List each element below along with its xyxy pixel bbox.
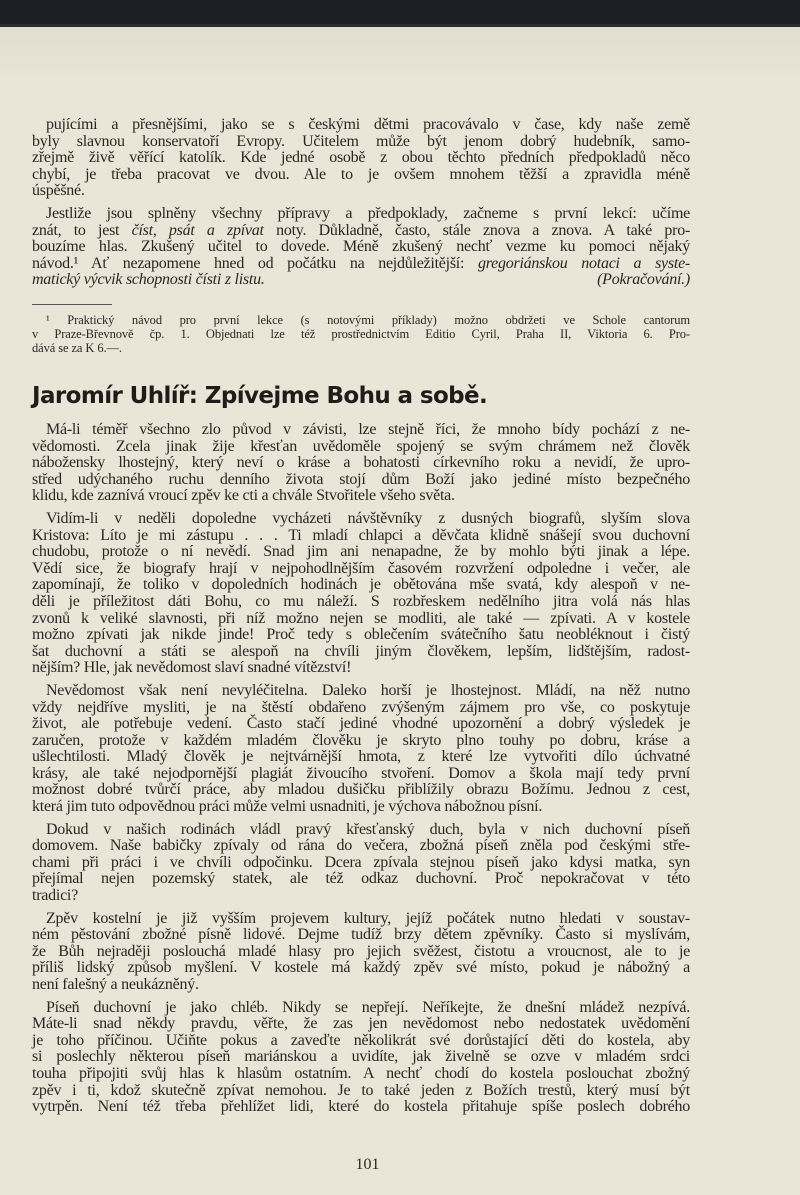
text-line: zaručen, protože v každém mladém člověku je skryto plno touhy po dobru, kráse a — [32, 731, 690, 749]
text-line: přejímal nejen pozemský statek, ale též odkaz duchovní. Proč nepokračovat v této — [32, 870, 690, 888]
text-line: v Praze-Břevnově čp. 1. Objednati lze též prostřednictvím Editio Cyril, Praha II, Viktoria 6. Pro- — [32, 327, 690, 341]
text-line: Má-li téměř všechno zlo původ v závisti, lze stejně říci, že mnoho bídy pochází z ne- — [46, 421, 690, 438]
text-line: Kristova: Líto je mi zástupu . . . Ti mladí chlapci a děvčata klidně snášejí svou duchovní — [32, 526, 690, 544]
text-line: možnost dobré tvůrčí práce, aby mladou dušičku přiblížily obrazu Božímu. Jednou z cest, — [32, 781, 690, 799]
text-line: pujícími a přesnějšími, jako se s českými dětmi pracovávalo v čase, kdy naše země — [46, 116, 690, 133]
page-shadow — [0, 27, 800, 87]
paragraph — [32, 1000, 690, 1116]
text-line: úspěšné. — [32, 182, 85, 200]
footnote — [32, 313, 690, 355]
text-line: Jestliže jsou splněny všechny přípravy a předpoklady, začneme s první lekcí: učíme — [46, 204, 690, 222]
text-line: vědomosti. Zcela jinak žije křesťan uvědoměle spojený se svým chrámem než člověk — [32, 437, 690, 455]
text-line: krásy, ale také nejodpornější plagiát živoucího stvoření. Domov a škola mají tedy první — [32, 764, 690, 782]
text-line: Zpěv kostelní je již vyšším projevem kultury, jejíž počátek nutno hledati v soustav- — [46, 909, 690, 927]
paragraph — [32, 822, 690, 905]
text-line: Máte-li snad někdy pravdu, věřte, že zas jen nevědomost nebo nedostatek uvědomění — [32, 1015, 690, 1033]
text-line — [32, 256, 690, 273]
paragraph — [32, 911, 690, 994]
paragraph — [32, 117, 690, 200]
text-line: byly slavnou konservatoří Evropy. Učitelem může být jenom dobrý hudebník, samo- — [32, 132, 690, 150]
text-line — [32, 223, 690, 240]
text-line: zapomínají, že toliko v dopoledních hodinách je obětována mše svatá, kdy alespoň v ne- — [32, 576, 690, 594]
text-line: Píseň duchovní je jako chléb. Nikdy se nepřejí. Neříkejte, že dnešní mládež nezpívá. — [46, 998, 690, 1016]
article-title: Jaromír Uhlíř: Zpívejme Bohu a sobě. — [32, 383, 488, 409]
text-line: není falešný a neukázněný. — [32, 976, 199, 993]
text-line: zpěv i ti, kdož skutečně zpívat nemohou. Je to také jeden z Božích trestů, který musí být — [32, 1081, 690, 1099]
text-line: bouzíme hlas. Zkušený učitel to dovede. Méně zkušený nechť vezme ku pomoci nějaký — [32, 238, 690, 256]
text-line: život, ale potřebuje vedení. Často stačí jediné vhodné upozornění a dobrý výsledek je — [32, 715, 690, 733]
text-line: je toho příčinou. Učiňte pokus a zaveďte několikrát své dorůstající děti do kostela, aby — [32, 1031, 690, 1049]
italic-text: číst, psát a zpívat — [131, 221, 264, 239]
page-number: 101 — [355, 1156, 380, 1173]
text-line: domovem. Naše babičky zpívaly od rána do večera, zbožná píseň zněla pod českými stře- — [32, 837, 690, 855]
text-line: tradici? — [32, 887, 78, 905]
text-line: chudobu, protože o ní nevědí. Snad jim ani nenapadne, že by mohlo býti jinak a lépe. — [32, 543, 690, 561]
text-line — [32, 272, 690, 289]
text-line: která jim tuto odpovědnou práci může velmi usnadniti, je výchova nábožnou písní. — [32, 798, 543, 816]
text-line: chami při práci i ve chvíli odpočinku. Dcera zpívala stejnou píseň jako kdysi matka, syn — [32, 853, 690, 871]
text-line: střed udýchaného ruchu denního života stojí dům Boží jako jediné místo bezpečného — [32, 470, 690, 488]
text-line: dává se za K 6.—. — [32, 341, 122, 355]
text-line: chybí, je třeba pracovat ve dvou. Ale to je ovšem mnohem těžší a zpravidla méně — [32, 165, 690, 183]
italic-text: matický výcvik schopnosti čísti z listu. — [32, 271, 265, 289]
text-line: šat duchovní a státi se alespoň na chvíli jiným člověkem, lepším, lidštějším, radost- — [32, 642, 690, 660]
paragraph — [32, 422, 690, 505]
article-body — [32, 422, 690, 1122]
text-line: příliš lidský způsob myšlení. V kostele má každý zpěv své místo, pokud je nábožný a — [32, 959, 690, 977]
paragraph — [32, 511, 690, 677]
text-line: si poslechly některou píseň mariánskou a uvidíte, jak živelně se ozve v mladém srdci — [32, 1048, 690, 1066]
text-line: Nevědomost však není nevyléčitelna. Daleko horší je lhostejnost. Mládí, na něž nutno — [46, 681, 690, 699]
text-line: zřejmě živě věřící katolík. Kde jedné osobě z obou těchto předních předpokladů něco — [32, 149, 690, 167]
text-line: zvonů k veliké slavnosti, při níž možno nejen se modliti, ale také — zpívati. A v kostele — [32, 609, 690, 627]
text-run: znát, to jest — [32, 221, 132, 239]
text-line: ušlechtilosti. Mladý člověk je nejtvárnější hmota, z které lze vytvořiti dílo úchvatné — [32, 748, 690, 766]
text-line: ¹ Praktický návod pro první lekce (s notovými příklady) možno obdržeti ve Schole cantorum — [46, 313, 690, 327]
text-line: nějším? Hle, jak nevědomost slaví snadné vítězství! — [32, 659, 352, 677]
text-line: vždy nejdříve mysliti, je na štěstí obdařeno zvýšeným zájmem pro vše, co poskytuje — [32, 698, 690, 716]
paragraph — [32, 206, 690, 289]
scan-dark-border — [0, 0, 800, 27]
text-line: klidu, kde zaznívá vroucí zpěv ke cti a chvále Stvořitele všeho světa. — [32, 487, 455, 505]
continued-text — [32, 117, 690, 295]
text-run: návod.¹ Ať nezapomene hned od počátku na nejdůležitější: — [32, 254, 478, 272]
italic-text: gregoriánskou notaci a syste- — [477, 254, 690, 272]
footnote-rule — [32, 304, 112, 305]
text-line: Vidím-li v neděli dopoledne vycházeti návštěvníky z dusných biografů, slyším slova — [46, 509, 690, 527]
text-line: nábožensky lhostejný, který neví o kráse a bohatosti církevního roku a nevidí, že upro- — [32, 454, 690, 472]
continuation-note: (Pokračování.) — [597, 271, 690, 289]
text-line: vytrpěn. Není též třeba přehlížet lidi, které do kostela přitahuje spíše poslech dobrého — [32, 1098, 690, 1116]
text-line: Dokud v našich rodinách vládl pravý křesťanský duch, byla v nich duchovní píseň — [46, 820, 690, 838]
text-line: děli je příležitost dáti Bohu, co mu náleží. S rozbřeskem nedělního jitra volá nás hlas — [32, 592, 690, 610]
text-run: noty. Důkladně, často, stále znova a znova. A také pro- — [263, 221, 691, 239]
text-line: možno zpívati jak nikde jinde! Proč tedy s oblečením svátečního šatu neobléknout i čistý — [32, 626, 690, 644]
text-line: touha připojiti svůj hlas k hlasům ostatním. A nechť chodí do kostela poslouchat zbožný — [32, 1064, 690, 1082]
text-line: Vědí sice, že biografy hrají v nejpohodlnějším časovém rozvržení odpoledne i večer, ale — [32, 559, 690, 577]
paragraph — [32, 683, 690, 816]
text-line: že Bůh nejraději poslouchá mladé hlasy pro jejich svěžest, čistotu a vroucnost, ale to je — [32, 942, 690, 960]
text-line: ném pěstování zbožné písně lidové. Dejme tudíž brzy dětem zpěvníky. Často si myslívám, — [32, 926, 690, 944]
